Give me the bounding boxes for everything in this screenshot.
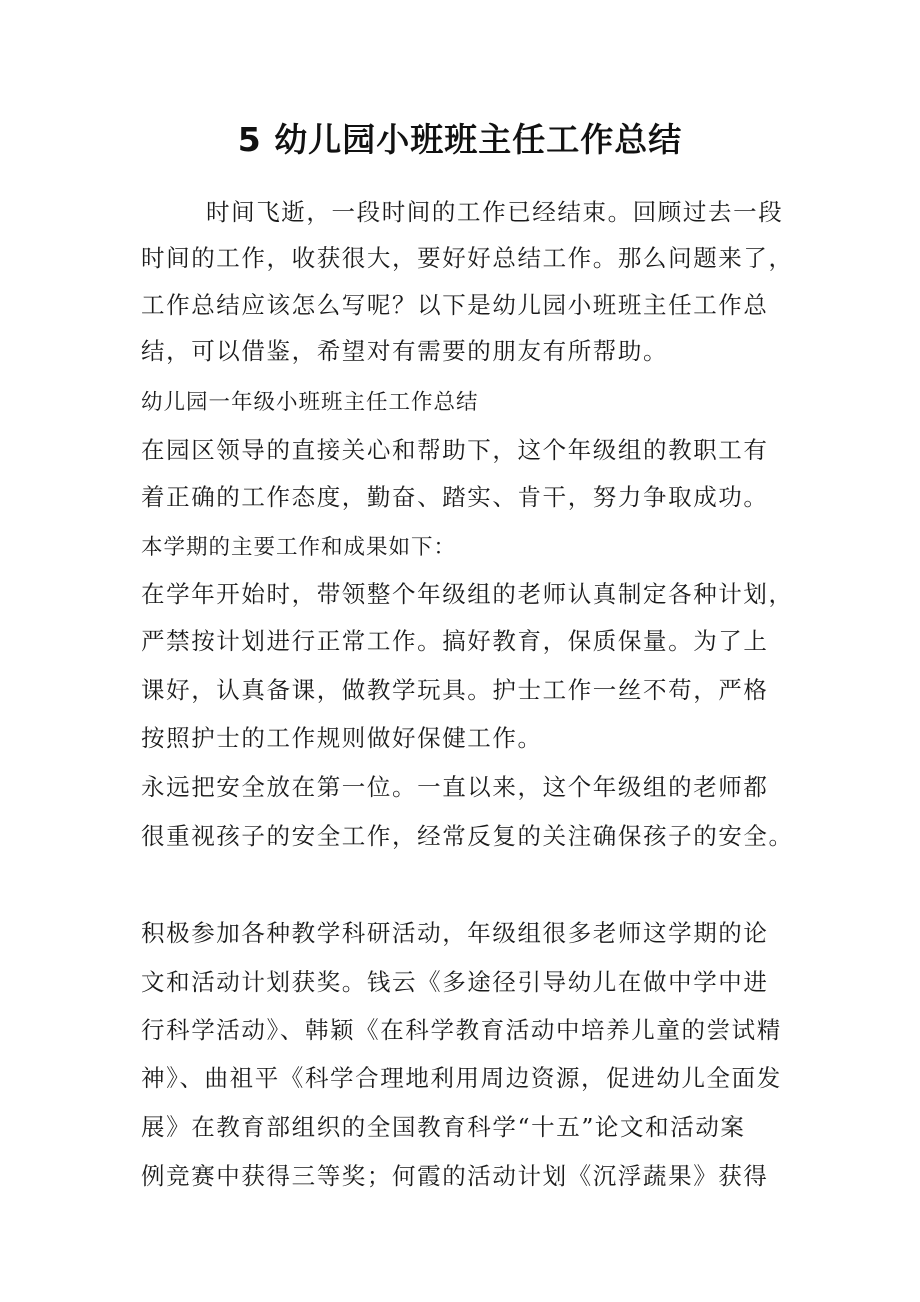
paragraph-line: 本学期的主要工作和成果如下： [141, 535, 457, 560]
paragraph-line: 工作总结应该怎么写呢？以下是幼儿园小班班主任工作总 [141, 291, 769, 319]
paragraph-line: 永远把安全放在第一位。一直以来，这个年级组的老师都 [141, 773, 769, 801]
paragraph-line: 展》在教育部组织的全国教育科学“十五”论文和活动案 [141, 1113, 746, 1141]
paragraph-line: 着正确的工作态度，勤奋、踏实、肯干，努力争取成功。 [141, 483, 769, 511]
paragraph-line: 积极参加各种教学科研活动，年级组很多老师这学期的论 [141, 919, 769, 947]
paragraph-line: 很重视孩子的安全工作，经常反复的关注确保孩子的安全。 [141, 822, 794, 850]
paragraph-line: 时间飞逝，一段时间的工作已经结束。回顾过去一段 [206, 198, 784, 226]
paragraph-line: 例竞赛中获得三等奖；何霞的活动计划《沉浮蔬果》获得 [141, 1162, 769, 1190]
paragraph-line: 严禁按计划进行正常工作。搞好教育，保质保量。为了上 [141, 627, 769, 655]
paragraph-line: 在园区领导的直接关心和帮助下，这个年级组的教职工有 [141, 436, 769, 464]
paragraph-line: 时间的工作，收获很大，要好好总结工作。那么问题来了， [141, 244, 794, 272]
paragraph-line: 结，可以借鉴，希望对有需要的朋友有所帮助。 [141, 337, 669, 365]
document-title: 5 幼儿园小班班主任工作总结 [237, 120, 683, 159]
paragraph-line: 课好，认真备课，做教学玩具。护士工作一丝不苟，严格 [141, 676, 769, 704]
paragraph-line: 按照护士的工作规则做好保健工作。 [141, 724, 543, 752]
paragraph-line: 神》、曲祖平《科学合理地利用周边资源，促进幼儿全面发 [141, 1064, 782, 1092]
paragraph-line: 文和活动计划获奖。钱云《多途径引导幼儿在做中学中进 [141, 968, 769, 996]
section-heading: 幼儿园一年级小班班主任工作总结 [141, 390, 479, 415]
paragraph-line: 行科学活动》、韩颖《在科学教育活动中培养儿童的尝试精 [141, 1016, 782, 1044]
paragraph-line: 在学年开始时，带领整个年级组的老师认真制定各种计划， [141, 580, 794, 608]
